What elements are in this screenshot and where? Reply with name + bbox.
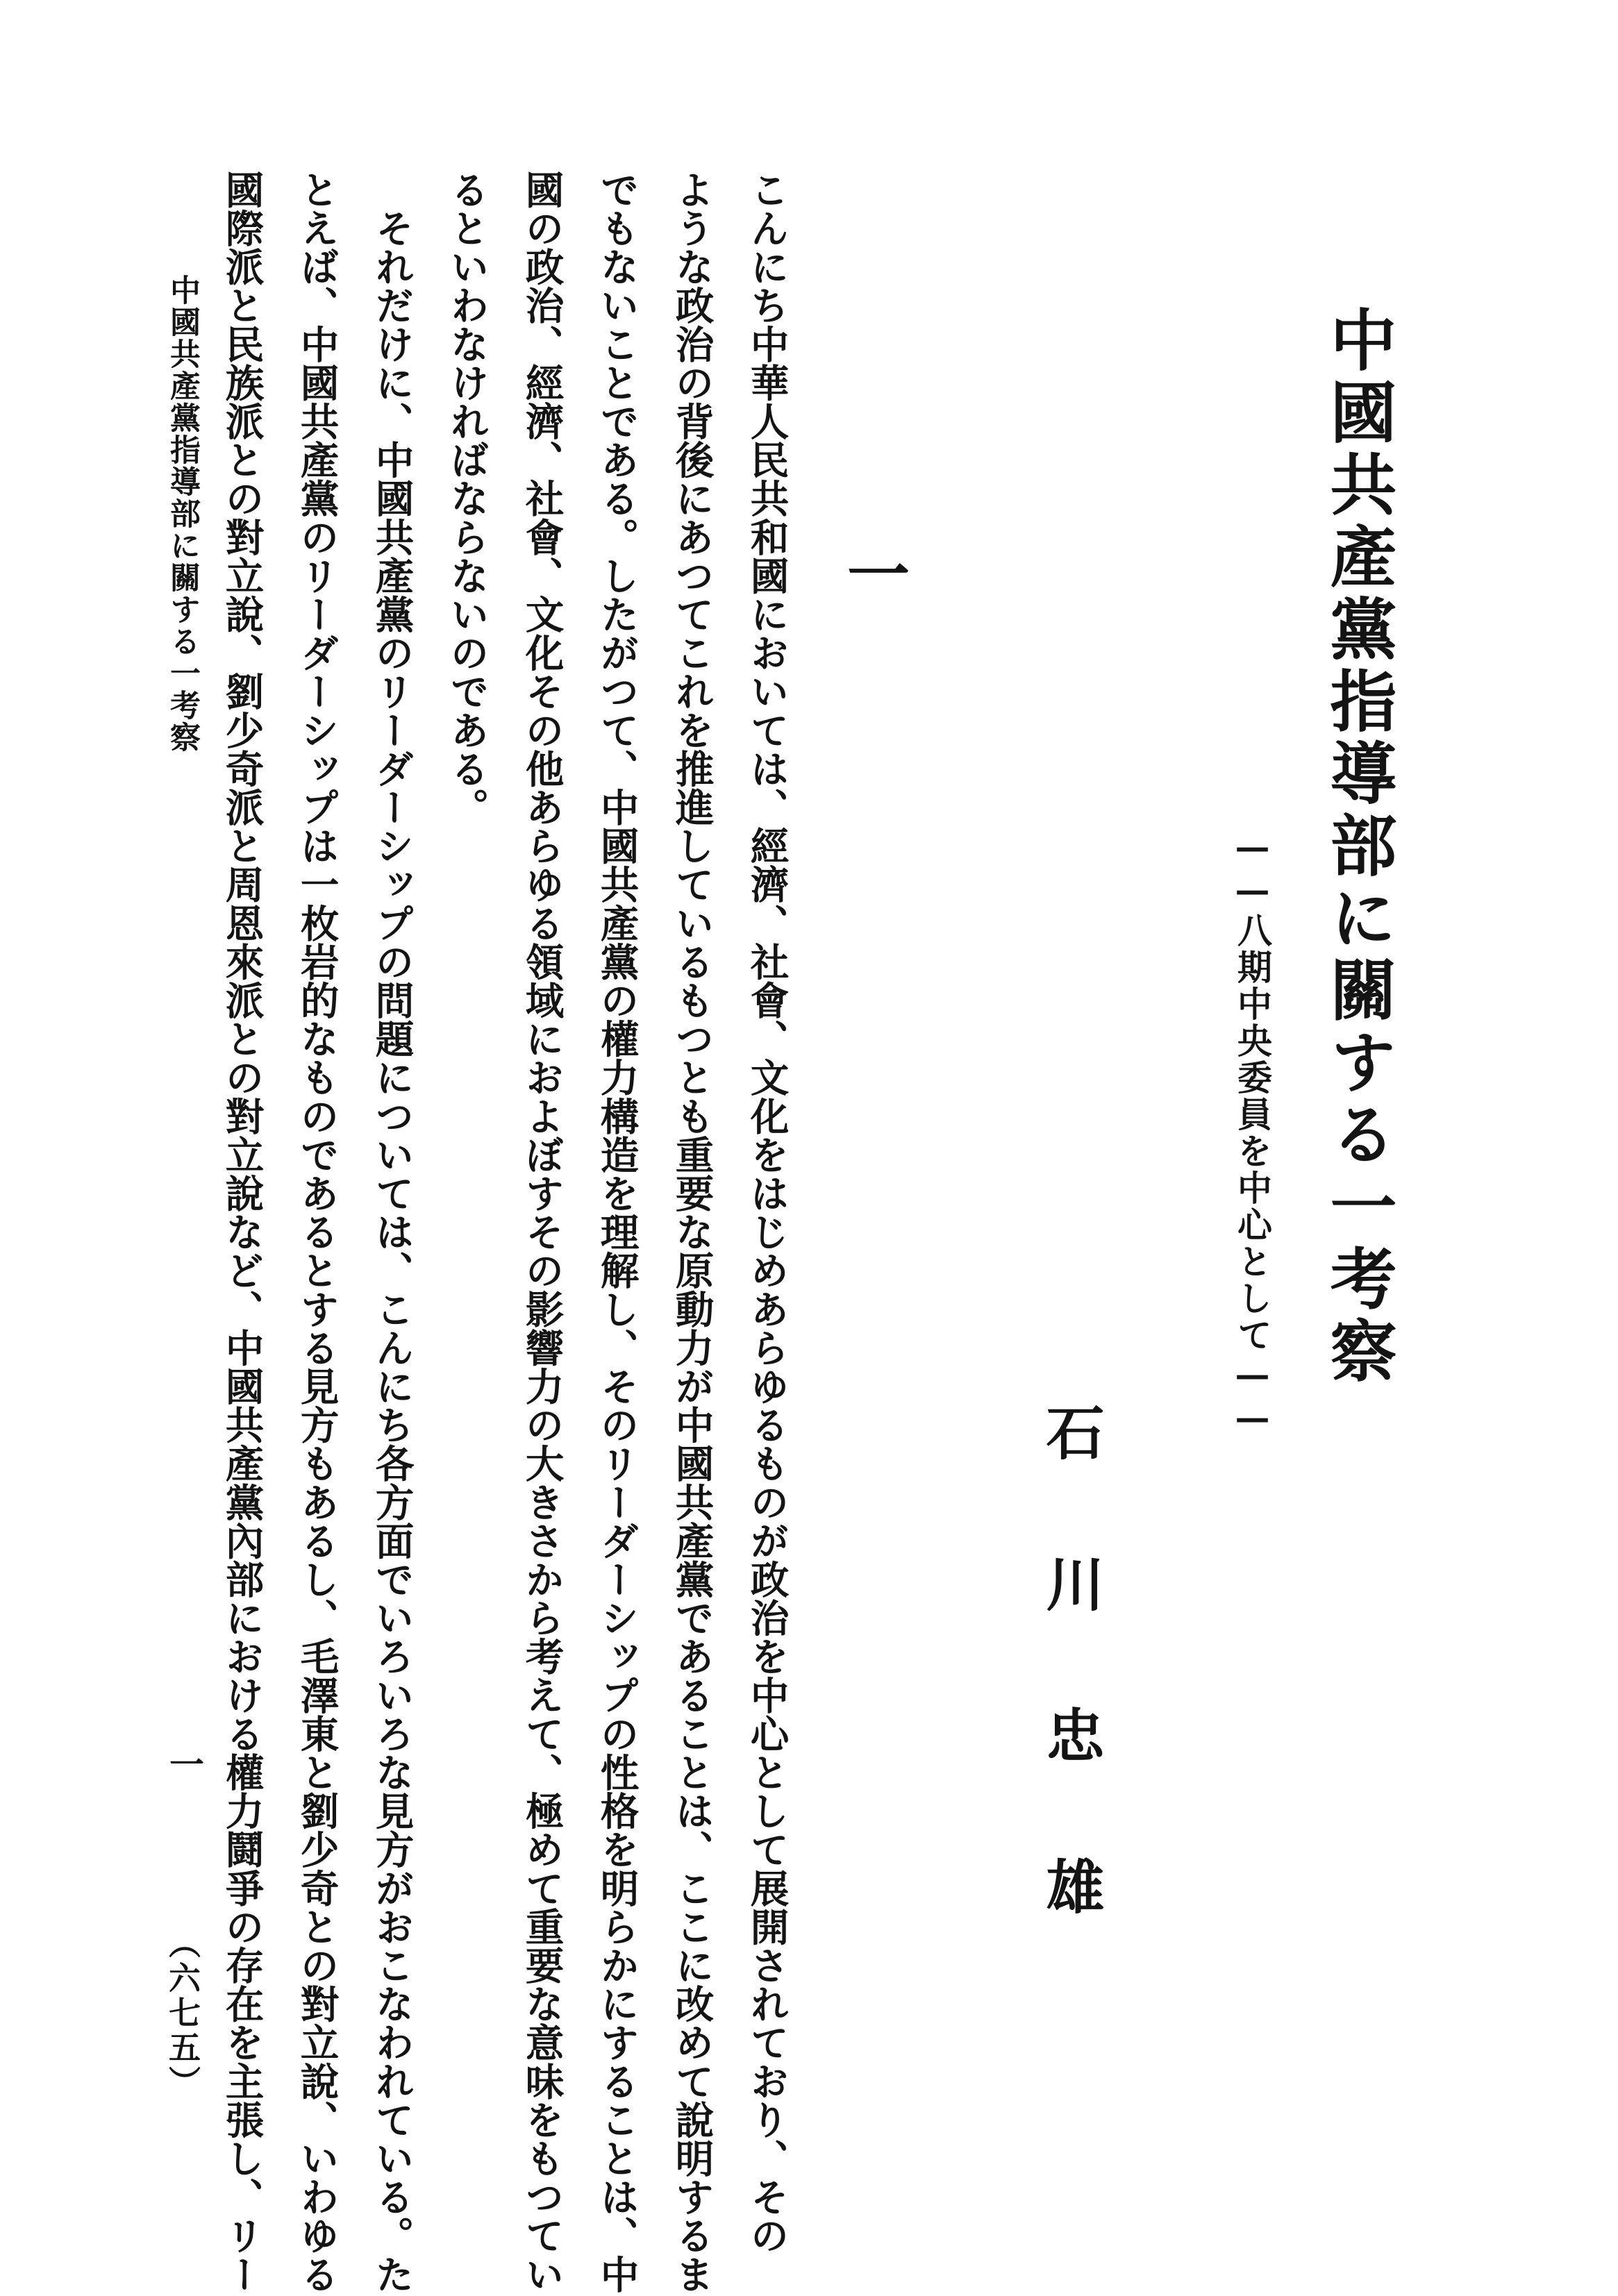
body-text-line: 國の政治、經濟、社會、文化その他あらゆる領域におよぼすその影響力の大きさから考えて、極めて重要な意味をもつてい [518, 170, 564, 2293]
article-title: 中國共產黨指導部に關する一考察 [1319, 305, 1398, 1389]
page-number: 一 [164, 1746, 205, 1781]
body-text-line: ような政治の背後にあつてこれを推進しているもつとも重要な原動力が中國共產黨であることは、ここに改めて說明するま [668, 170, 714, 2293]
body-text-line: 國際派と民族派との對立說、劉少奇派と周恩來派との對立說など、中國共產黨內部における權力鬪爭の存在を主張し、リー [218, 170, 264, 2293]
section-number: 一 [836, 542, 910, 604]
article-subtitle: ——八期中央委員を中心として—— [1232, 826, 1273, 1440]
body-text-line: でもないことである。したがつて、中國共產黨の權力構造を理解し、そのリーダーシップの性格を明らかにすることは、中 [593, 170, 639, 2293]
body-text-line: こんにち中華人民共和國においては、經濟、社會、文化をはじめあらゆるものが政治を中心として展開されており、その [743, 170, 789, 2255]
body-text-line: るといわなければならないのである。 [443, 170, 489, 827]
body-text-line: それだけに、中國共產黨のリーダーシップの問題については、こんにち各方面でいろいろな見方がおこなわれている。た [368, 170, 414, 2293]
running-header: 中國共產黨指導部に關する一考察 [165, 274, 200, 753]
author-name: 石川忠雄 [1037, 1402, 1106, 2008]
body-text-line: とえば、中國共產黨のリーダーシップは一枚岩的なものであるとする見方もあるし、毛澤東と劉少奇との對立說、いわゆる [293, 170, 339, 2293]
folio-number: （六七五） [164, 1927, 201, 2100]
